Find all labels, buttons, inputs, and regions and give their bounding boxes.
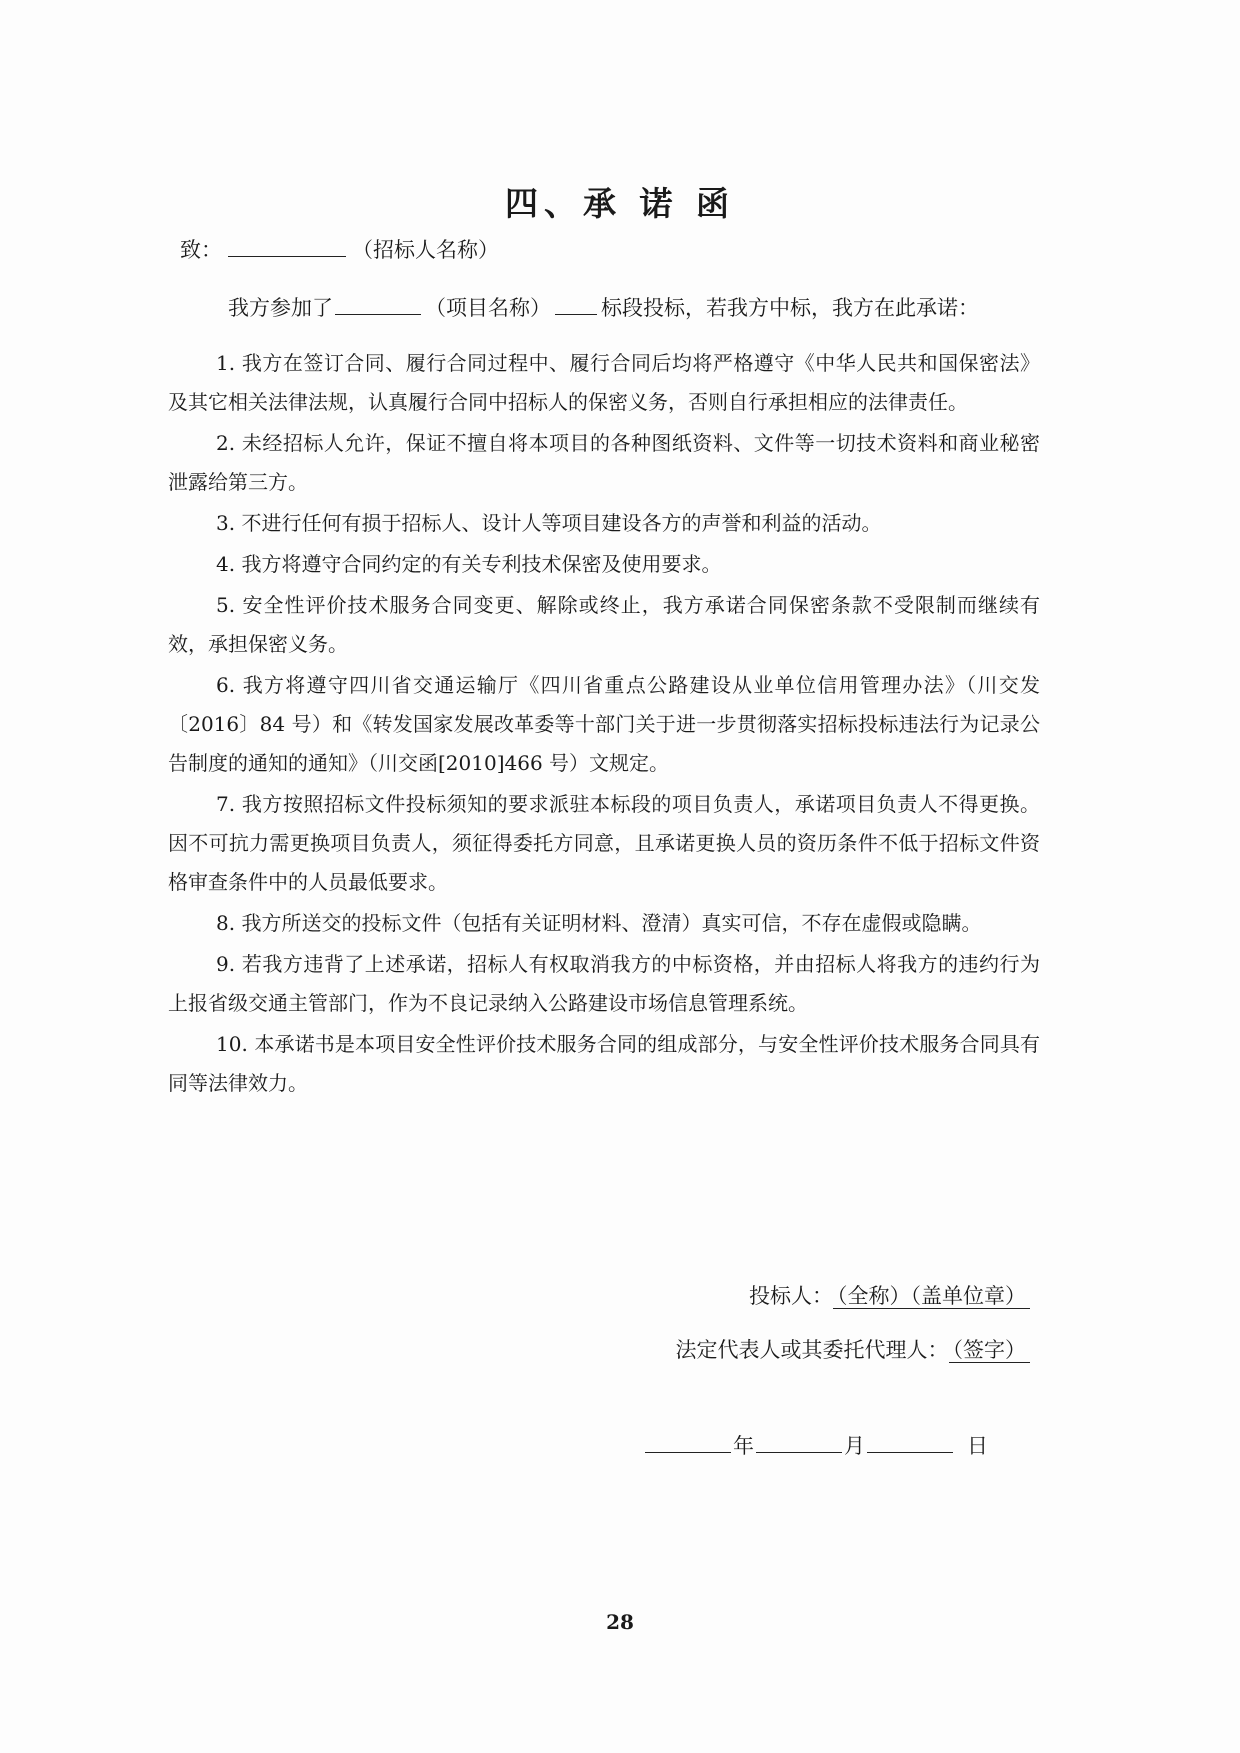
- month-label: 月: [844, 1434, 865, 1458]
- section-blank: [555, 292, 597, 315]
- day-label: 日: [967, 1434, 988, 1458]
- addressee-prefix: 致：: [180, 238, 222, 262]
- month-blank: [756, 1430, 842, 1453]
- year-blank: [645, 1430, 731, 1453]
- commitment-item-7: 7. 我方按照招标文件投标须知的要求派驻本标段的项目负责人，承诺项目负责人不得更换。因不可抗力需更换项目负责人，须征得委托方同意，且承诺更换人员的资历条件不低于招标文件资格审查条件中的人员最低要求。: [168, 792, 1040, 894]
- date-line: [645, 1430, 988, 1460]
- commitment-item-4: 4. 我方将遵守合同约定的有关专利技术保密及使用要求。: [216, 552, 722, 576]
- day-blank: [867, 1430, 953, 1453]
- commitment-item-1: 1. 我方在签订合同、履行合同过程中、履行合同后均将严格遵守《中华人民共和国保密法》及其它相关法律法规，认真履行合同中招标人的保密义务，否则自行承担相应的法律责任。: [168, 351, 1040, 414]
- bidder-signature-line: [600, 1280, 1030, 1310]
- representative-signature-line: [600, 1334, 1030, 1364]
- commitment-item-8: 8. 我方所送交的投标文件（包括有关证明材料、澄清）真实可信，不存在虚假或隐瞒。: [216, 911, 982, 935]
- addressee-blank: [228, 234, 346, 257]
- intro-part-3: 标段投标，若我方中标，我方在此承诺：: [601, 296, 979, 320]
- commitment-item-3: 3. 不进行任何有损于招标人、设计人等项目建设各方的声誉和利益的活动。: [216, 511, 882, 535]
- year-label: 年: [733, 1434, 754, 1458]
- commitment-list: [168, 344, 1040, 1105]
- commitment-item-5: 5. 安全性评价技术服务合同变更、解除或终止，我方承诺合同保密条款不受限制而继续有效，承担保密义务。: [168, 593, 1040, 656]
- commitment-item-9: 9. 若我方违背了上述承诺，招标人有权取消我方的中标资格，并由招标人将我方的违约行为上报省级交通主管部门，作为不良记录纳入公路建设市场信息管理系统。: [168, 952, 1040, 1015]
- representative-label: 法定代表人或其委托代理人：: [675, 1338, 949, 1362]
- commitment-item-2: 2. 未经招标人允许，保证不擅自将本项目的各种图纸资料、文件等一切技术资料和商业秘密泄露给第三方。: [168, 431, 1040, 494]
- intro-part-2: （项目名称）: [425, 296, 551, 320]
- intro-paragraph: [228, 292, 979, 323]
- page-number: 28: [606, 1610, 634, 1634]
- intro-part-1: 我方参加了: [228, 296, 333, 320]
- addressee-line: [180, 234, 499, 265]
- addressee-suffix: （招标人名称）: [352, 238, 499, 262]
- bidder-value: （全称）（盖单位章）: [833, 1284, 1030, 1309]
- bidder-label: 投标人：: [749, 1284, 833, 1308]
- page-title: 四、承 诺 函: [505, 184, 735, 223]
- commitment-item-6: 6. 我方将遵守四川省交通运输厅《四川省重点公路建设从业单位信用管理办法》（川交发〔2016〕84 号）和《转发国家发展改革委等十部门关于进一步贯彻落实招标投标违法行为记录公告制度的通知的通知》（川交函[2010]466 号）文规定。: [168, 673, 1040, 775]
- representative-value: （签字）: [949, 1338, 1031, 1363]
- commitment-item-10: 10. 本承诺书是本项目安全性评价技术服务合同的组成部分，与安全性评价技术服务合同具有同等法律效力。: [168, 1032, 1040, 1095]
- project-name-blank: [335, 292, 421, 315]
